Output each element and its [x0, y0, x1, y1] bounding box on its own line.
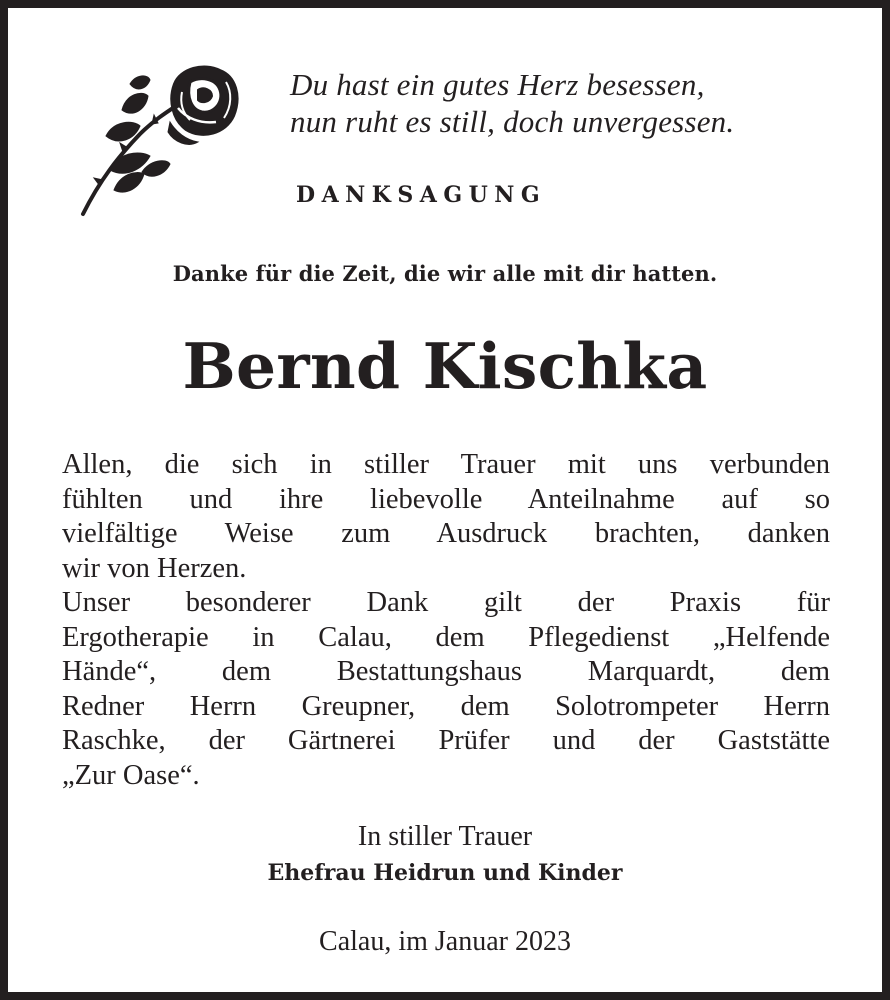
- text-line: Allen, die sich in stiller Trauer mit uns verbunden: [62, 449, 830, 480]
- closing-phrase: In stiller Trauer: [357, 821, 533, 852]
- text-line: „Zur Oase“.: [62, 759, 200, 791]
- text-line: Unser besonderer Dank gilt der Praxis für: [62, 587, 830, 618]
- verse-line: Du hast ein gutes Herz besessen,: [290, 67, 705, 102]
- text-line: Ergotherapie in Calau, dem Pflegedienst „Helfende: [62, 621, 830, 653]
- thanks-text: [62, 448, 830, 793]
- subtitle: Danke für die Zeit, die wir alle mit dir hatten.: [172, 261, 718, 286]
- heading: DANKSAGUNG: [296, 182, 547, 208]
- text-line: Redner Herrn Greupner, dem Solotrompeter Herrn: [62, 690, 830, 722]
- verse: [290, 66, 850, 140]
- deceased-name: Bernd Kischka: [182, 329, 708, 403]
- signers: Ehefrau Heidrun und Kinder: [267, 860, 623, 886]
- verse-line: nun ruht es still, doch unvergessen.: [290, 104, 735, 139]
- text-line: fühlten und ihre liebevolle Anteilnahme auf so: [62, 483, 830, 515]
- text-line: Hände“, dem Bestattungshaus Marquardt, dem: [62, 656, 830, 687]
- place-date: Calau, im Januar 2023: [319, 926, 571, 957]
- text-line: vielfältige Weise zum Ausdruck brachten, danken: [62, 518, 830, 549]
- text-line: wir von Herzen.: [62, 552, 247, 584]
- rose-icon: [70, 62, 250, 222]
- text-line: Raschke, der Gärtnerei Prüfer und der Gaststätte: [62, 725, 830, 756]
